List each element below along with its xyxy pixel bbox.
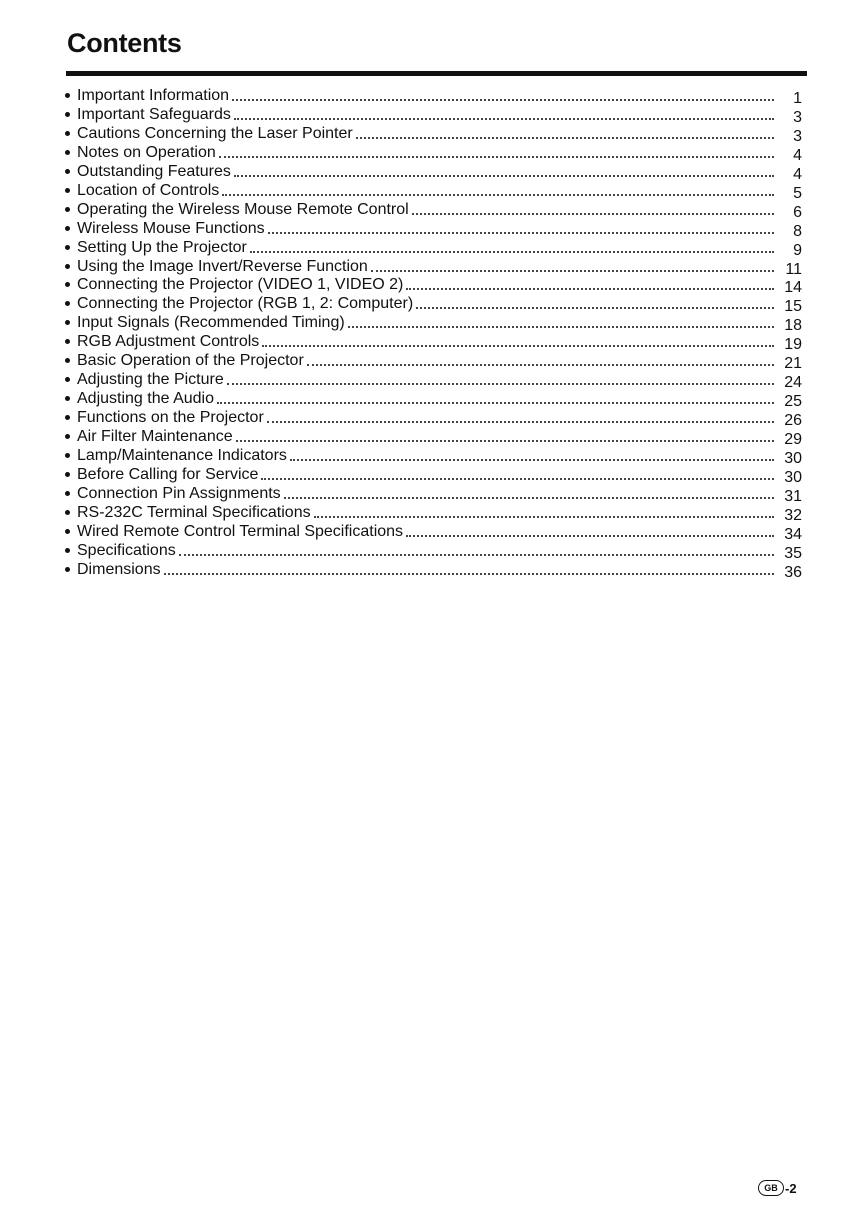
- toc-entry-label: Input Signals (Recommended Timing): [77, 314, 345, 332]
- dot-leader: [307, 364, 774, 366]
- toc-entry-page-number: 36: [784, 563, 802, 581]
- bullet-icon: [65, 131, 70, 136]
- dot-leader: [268, 232, 774, 234]
- toc-entry-page-number: 26: [784, 412, 802, 430]
- toc-entry[interactable]: [62, 86, 802, 105]
- toc-entry[interactable]: [62, 219, 802, 238]
- dot-leader: [222, 194, 774, 196]
- toc-entry-label: Dimensions: [77, 560, 161, 578]
- dot-leader: [236, 440, 774, 442]
- toc-entry[interactable]: [62, 522, 802, 541]
- toc-entry-label: Specifications: [77, 541, 176, 559]
- bullet-icon: [65, 188, 70, 193]
- toc-entry-label: Operating the Wireless Mouse Remote Control: [77, 200, 409, 218]
- dot-leader: [250, 251, 774, 253]
- dot-leader: [348, 326, 774, 328]
- toc-entry-label: Important Safeguards: [77, 105, 231, 123]
- toc-entry-page-number: 3: [793, 108, 802, 126]
- toc-entry-label: Adjusting the Picture: [77, 371, 224, 389]
- dot-leader: [406, 288, 774, 290]
- toc-entry-label: Setting Up the Projector: [77, 238, 247, 256]
- toc-entry[interactable]: [62, 200, 802, 219]
- dot-leader: [314, 516, 774, 518]
- bullet-icon: [65, 207, 70, 212]
- footer-page-number: -2: [785, 1180, 797, 1196]
- dot-leader: [234, 118, 774, 120]
- dot-leader: [179, 554, 774, 556]
- bullet-icon: [65, 377, 70, 382]
- toc-entry-label: Location of Controls: [77, 181, 220, 199]
- toc-entry[interactable]: [62, 143, 802, 162]
- toc-entry-label: Functions on the Projector: [77, 409, 264, 427]
- toc-entry[interactable]: [62, 560, 802, 579]
- toc-entry-label: RGB Adjustment Controls: [77, 333, 260, 351]
- toc-entry[interactable]: [62, 351, 802, 373]
- dot-leader: [371, 270, 774, 272]
- dot-leader: [416, 307, 774, 309]
- toc-entry[interactable]: [62, 238, 802, 257]
- toc-entry-page-number: 5: [793, 184, 802, 202]
- dot-leader: [356, 137, 774, 139]
- toc-entry[interactable]: [62, 124, 802, 143]
- toc-entry-page-number: 11: [785, 260, 802, 278]
- bullet-icon: [65, 320, 70, 325]
- bullet-icon: [65, 510, 70, 515]
- toc-entry-label: Basic Operation of the Projector: [77, 352, 304, 370]
- bullet-icon: [65, 548, 70, 553]
- toc-entry[interactable]: [62, 541, 802, 560]
- toc-entry[interactable]: [62, 446, 802, 468]
- bullet-icon: [65, 226, 70, 231]
- dot-leader: [164, 573, 774, 575]
- table-of-contents: [62, 86, 802, 579]
- bullet-icon: [65, 396, 70, 401]
- toc-entry-page-number: 21: [784, 355, 802, 373]
- toc-entry-label: Air Filter Maintenance: [77, 428, 233, 446]
- bullet-icon: [65, 453, 70, 458]
- dot-leader: [406, 535, 774, 537]
- toc-entry-page-number: 31: [784, 487, 802, 505]
- bullet-icon: [65, 301, 70, 306]
- toc-entry-page-number: 1: [793, 89, 802, 107]
- toc-entry-label: Using the Image Invert/Reverse Function: [77, 257, 368, 275]
- dot-leader: [262, 345, 774, 347]
- bullet-icon: [65, 358, 70, 363]
- bullet-icon: [65, 282, 70, 287]
- bullet-icon: [65, 150, 70, 155]
- toc-entry[interactable]: [62, 181, 802, 200]
- toc-entry-page-number: 25: [784, 393, 802, 411]
- toc-entry-page-number: 29: [784, 431, 802, 449]
- toc-entry-page-number: 4: [793, 165, 802, 183]
- bullet-icon: [65, 434, 70, 439]
- toc-entry-page-number: 3: [793, 127, 802, 145]
- toc-entry-label: Connecting the Projector (RGB 1, 2: Computer): [77, 295, 414, 313]
- dot-leader: [227, 383, 774, 385]
- toc-entry[interactable]: [62, 427, 802, 449]
- bullet-icon: [65, 245, 70, 250]
- toc-entry-page-number: 4: [793, 146, 802, 164]
- toc-entry-label: Adjusting the Audio: [77, 390, 214, 408]
- toc-entry[interactable]: [62, 276, 802, 295]
- title-underline-rule: [66, 71, 807, 76]
- toc-entry[interactable]: [62, 503, 802, 522]
- toc-entry-label: Lamp/Maintenance Indicators: [77, 447, 287, 465]
- toc-entry-label: Before Calling for Service: [77, 466, 259, 484]
- toc-entry[interactable]: [62, 105, 802, 124]
- toc-entry-page-number: 15: [784, 298, 802, 316]
- toc-entry-page-number: 8: [793, 222, 802, 240]
- toc-entry-page-number: 34: [784, 525, 802, 543]
- dot-leader: [261, 478, 774, 480]
- toc-entry[interactable]: [62, 294, 802, 316]
- dot-leader: [232, 99, 774, 101]
- bullet-icon: [65, 415, 70, 420]
- toc-entry-page-number: 35: [784, 544, 802, 562]
- toc-entry-page-number: 24: [784, 374, 802, 392]
- toc-entry-page-number: 30: [784, 469, 802, 487]
- dot-leader: [412, 213, 774, 215]
- toc-entry-page-number: 32: [784, 506, 802, 524]
- dot-leader: [267, 421, 774, 423]
- bullet-icon: [65, 472, 70, 477]
- dot-leader: [290, 459, 774, 461]
- toc-entry-page-number: 19: [784, 336, 802, 354]
- dot-leader: [284, 497, 774, 499]
- toc-entry[interactable]: [62, 332, 802, 354]
- toc-entry-label: Connecting the Projector (VIDEO 1, VIDEO 2): [77, 276, 404, 294]
- toc-entry-label: Cautions Concerning the Laser Pointer: [77, 124, 353, 142]
- toc-entry-page-number: 14: [784, 279, 802, 297]
- toc-entry-label: Connection Pin Assignments: [77, 484, 281, 502]
- toc-entry[interactable]: [62, 408, 802, 430]
- bullet-icon: [65, 567, 70, 572]
- toc-entry[interactable]: [62, 389, 802, 411]
- toc-entry-page-number: 9: [793, 241, 802, 259]
- toc-entry-label: Important Information: [77, 86, 230, 104]
- page-footer: [758, 1180, 797, 1196]
- dot-leader: [217, 402, 774, 404]
- dot-leader: [234, 175, 774, 177]
- bullet-icon: [65, 529, 70, 534]
- toc-entry[interactable]: [62, 162, 802, 181]
- toc-entry-label: RS-232C Terminal Specifications: [77, 503, 311, 521]
- toc-entry-label: Wired Remote Control Terminal Specifications: [77, 522, 404, 540]
- toc-entry-page-number: 6: [793, 203, 802, 221]
- toc-entry-label: Outstanding Features: [77, 162, 231, 180]
- toc-entry-page-number: 18: [784, 317, 802, 335]
- toc-entry[interactable]: [62, 257, 802, 276]
- toc-entry-label: Notes on Operation: [77, 143, 216, 161]
- toc-entry[interactable]: [62, 465, 802, 487]
- bullet-icon: [65, 169, 70, 174]
- toc-entry[interactable]: [62, 484, 802, 503]
- dot-leader: [219, 156, 774, 158]
- toc-entry-page-number: 30: [784, 450, 802, 468]
- toc-entry[interactable]: [62, 313, 802, 335]
- toc-entry[interactable]: [62, 370, 802, 392]
- bullet-icon: [65, 93, 70, 98]
- region-badge-gb: GB: [758, 1180, 784, 1196]
- bullet-icon: [65, 112, 70, 117]
- page-title: Contents: [67, 28, 182, 58]
- toc-entry-label: Wireless Mouse Functions: [77, 219, 265, 237]
- bullet-icon: [65, 339, 70, 344]
- bullet-icon: [65, 491, 70, 496]
- bullet-icon: [65, 264, 70, 269]
